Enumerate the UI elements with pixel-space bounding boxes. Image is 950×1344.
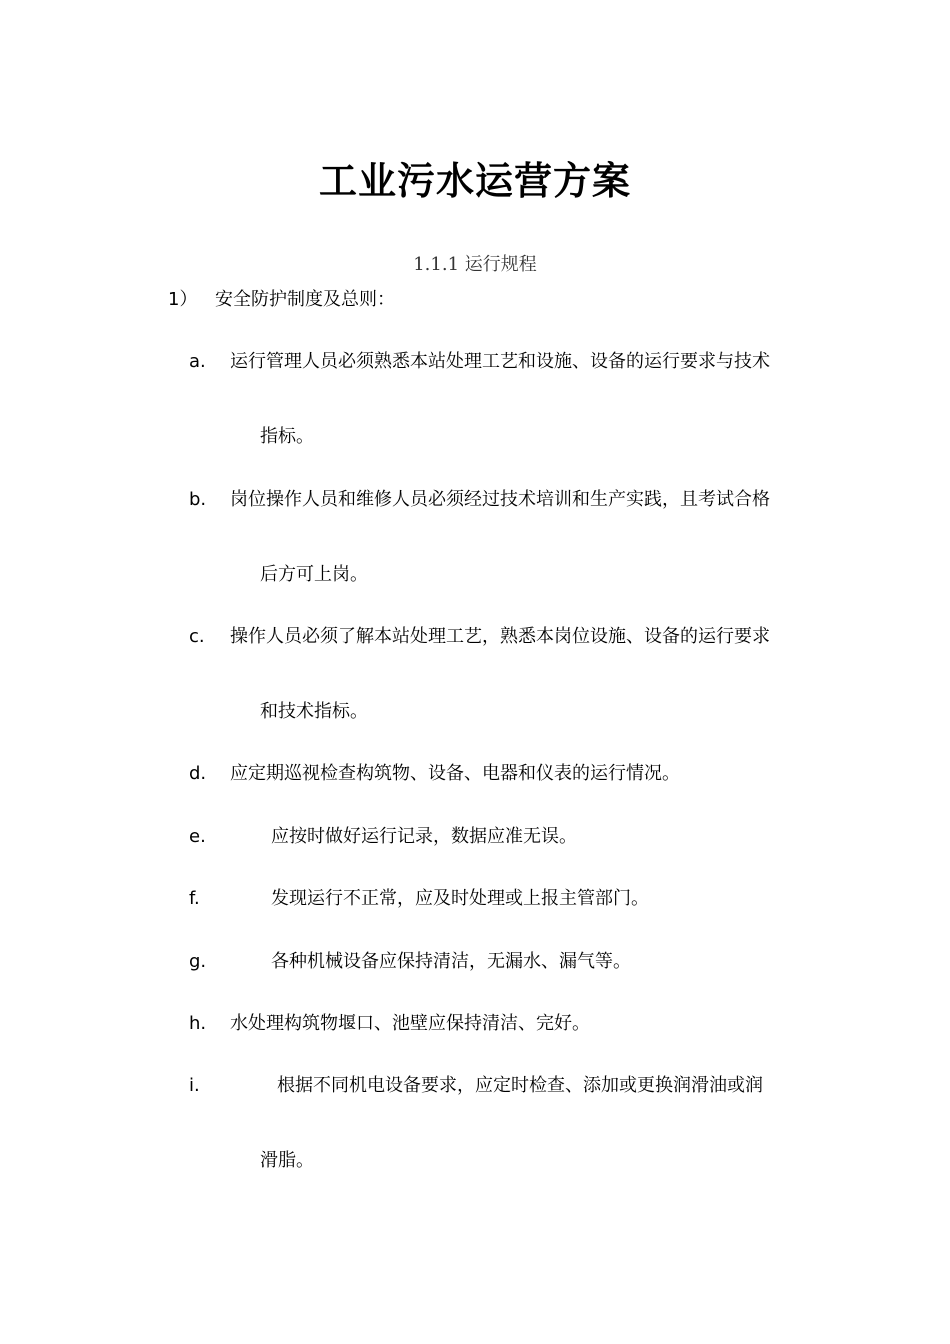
section-label: 安全防护制度及总则：	[215, 289, 395, 310]
list-item-text: 操作人员必须了解本站处理工艺，熟悉本岗位设施、设备的运行要求	[230, 626, 770, 647]
list-item-marker: h.	[189, 1013, 207, 1034]
list-item-text: 根据不同机电设备要求，应定时检查、添加或更换润滑油或润	[277, 1075, 763, 1096]
list-item-continuation: 指标。	[260, 426, 314, 447]
list-item-text: 各种机械设备应保持清洁，无漏水、漏气等。	[271, 951, 631, 972]
list-item-marker: b.	[189, 489, 207, 510]
list-item-text: 岗位操作人员和维修人员必须经过技术培训和生产实践，且考试合格	[230, 489, 770, 510]
list-item-text: 水处理构筑物堰口、池壁应保持清洁、完好。	[230, 1013, 590, 1034]
section-number: 1）	[168, 289, 198, 310]
list-item-marker: i.	[189, 1075, 200, 1096]
list-item-text: 运行管理人员必须熟悉本站处理工艺和设施、设备的运行要求与技术	[230, 351, 770, 372]
list-item-continuation: 和技术指标。	[260, 701, 368, 722]
list-item-marker: e.	[189, 826, 206, 847]
list-item-text: 应定期巡视检查构筑物、设备、电器和仪表的运行情况。	[230, 763, 680, 784]
list-item-marker: c.	[189, 626, 205, 647]
list-item-continuation: 后方可上岗。	[260, 564, 368, 585]
document-title: 工业污水运营方案	[318, 159, 631, 203]
list-item-marker: g.	[189, 951, 207, 972]
list-item-continuation: 滑脂。	[260, 1150, 314, 1171]
section-subheading: 1.1.1 运行规程	[413, 254, 537, 275]
list-item-marker: f.	[189, 888, 200, 909]
list-item-text: 应按时做好运行记录，数据应准无误。	[271, 826, 577, 847]
list-item-marker: a.	[189, 351, 206, 372]
list-item-text: 发现运行不正常，应及时处理或上报主管部门。	[271, 888, 649, 909]
list-item-marker: d.	[189, 763, 207, 784]
